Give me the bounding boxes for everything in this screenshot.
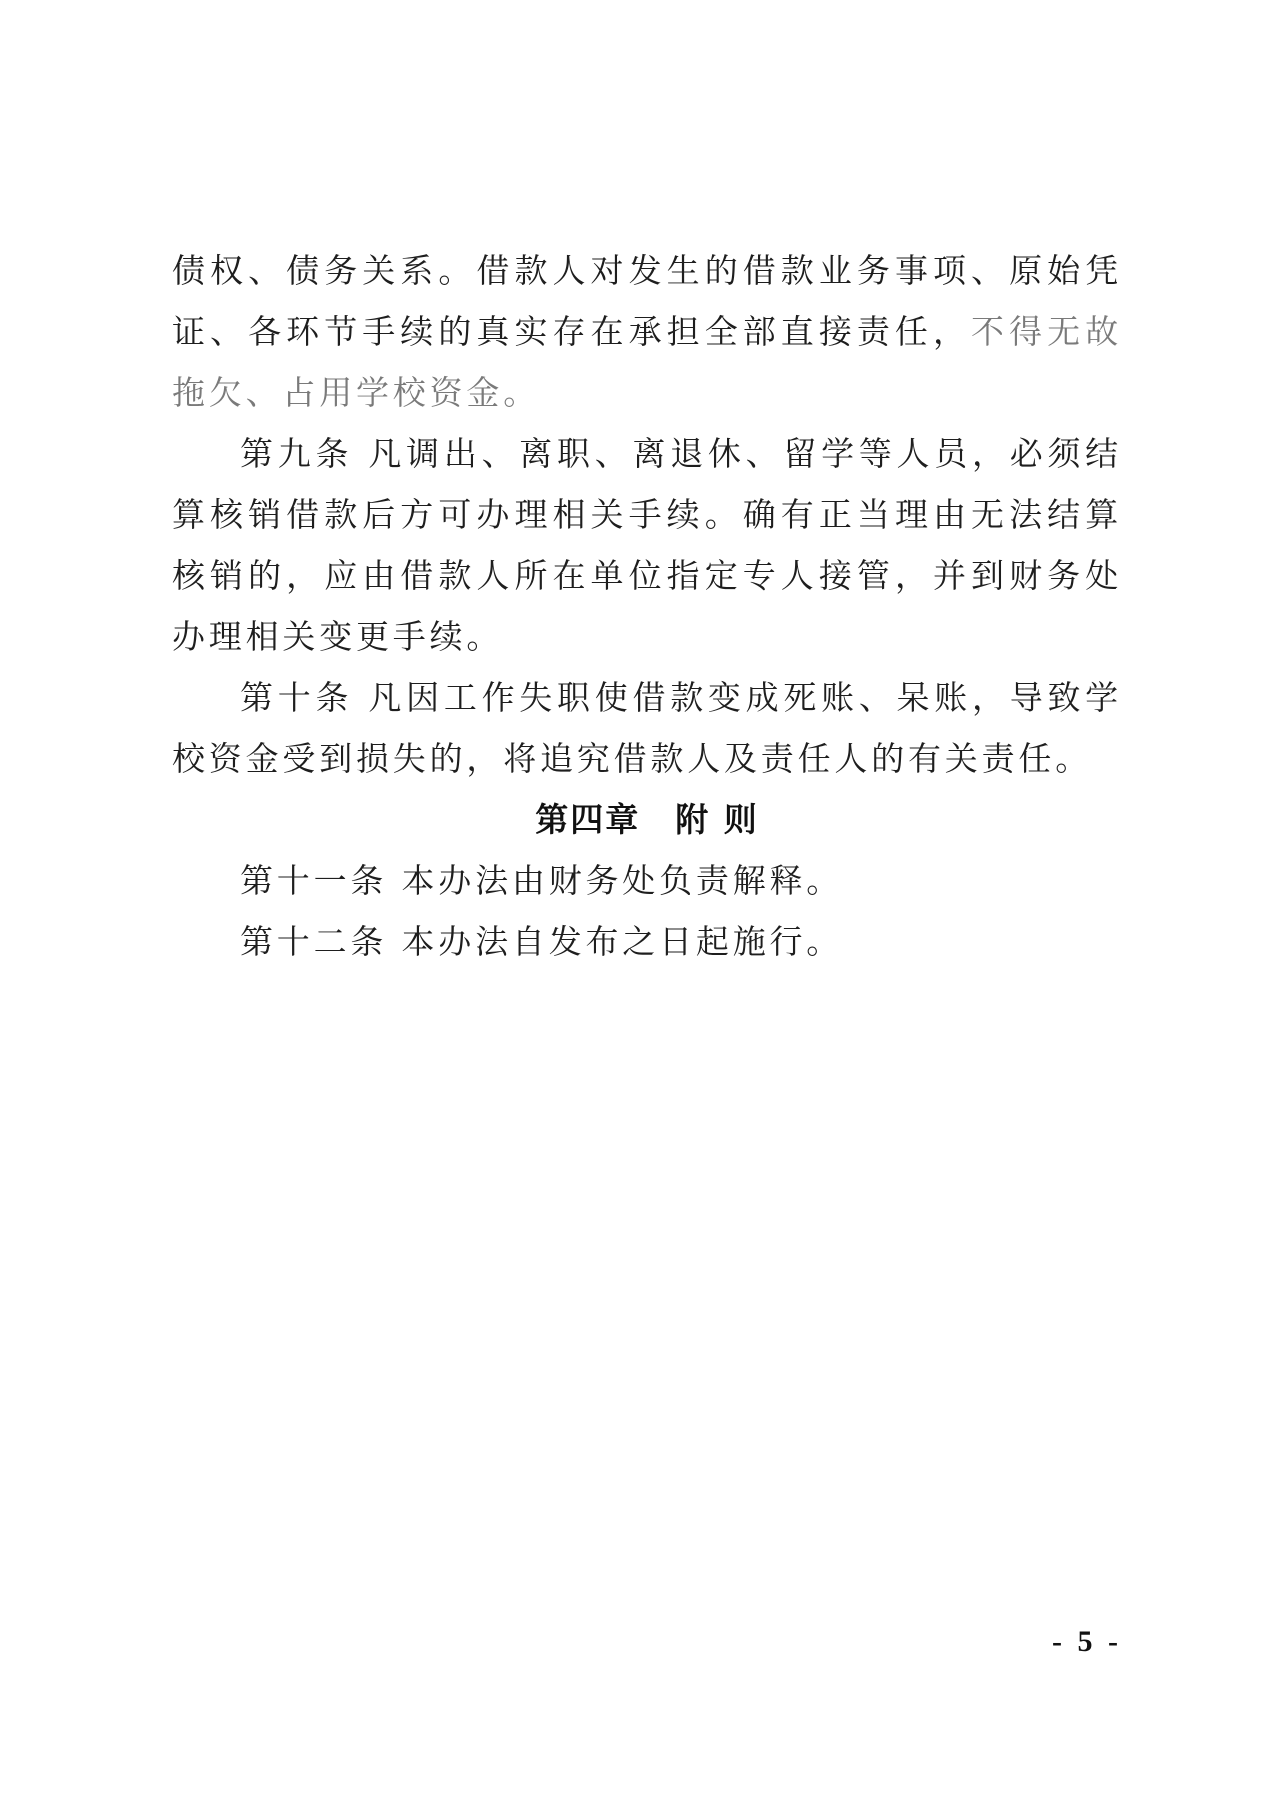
document-body [172,240,1122,972]
article-9: 第九条 凡调出、离职、离退休、留学等人员，必须结算核销借款后方可办理相关手续。确有正当理由无法结算核销的，应由借款人所在单位指定专人接管，并到财务处办理相关变更手续。 [172,434,1122,656]
paragraph-continuation [172,240,1122,423]
article-11: 第十一条 本办法由财务处负责解释。 [240,861,844,900]
article-10: 第十条 凡因工作失职使借款变成死账、呆账，导致学校资金受到损失的，将追究借款人及责任人的有关责任。 [172,678,1122,778]
paragraph-text-faded: 不得无故拖欠、占用学校资金。 [172,312,1122,412]
chapter-heading: 第四章 附 则 [535,800,759,839]
paragraph-text: 债权、债务关系。借款人对发生的借款业务事项、原始凭证、各环节手续的真实存在承担全部直接责任， [172,251,1122,351]
page-number: - 5 - [1052,1625,1122,1658]
article-12: 第十二条 本办法自发布之日起施行。 [240,922,844,961]
